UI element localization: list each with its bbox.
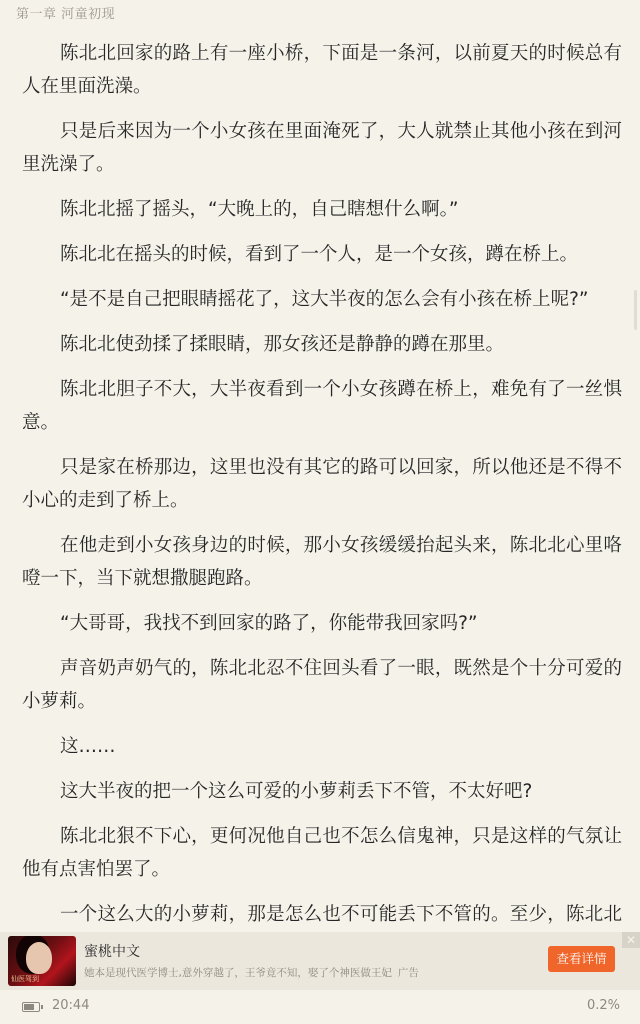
paragraph: 这大半夜的把一个这么可爱的小萝莉丢下不管，不太好吧? [60,781,533,802]
paragraph: 陈北北狠不下心，更何况他自己也不怎么信鬼神，只是这样的气氛让他有点害怕罢了。 [22,826,622,880]
ad-description-text: 她本是现代医学博士,意外穿越了，王爷竟不知，娶了个神医做王妃 [84,967,392,979]
ad-app-name[interactable]: 蜜桃中文 [84,944,140,960]
ad-thumbnail[interactable] [8,936,76,986]
paragraph: “大哥哥，我找不到回家的路了，你能带我回家吗?” [60,613,478,634]
battery-level [24,1004,34,1010]
paragraph: 一个这么大的小萝莉，那是怎么也不可能丢下不管的。至少，陈北北 [60,904,622,925]
ad-details-button[interactable]: 查看详情 [548,946,615,972]
paragraph: 陈北北在摇头的时候，看到了一个人，是一个女孩，蹲在桥上。 [60,244,579,265]
ad-banner[interactable] [0,932,640,990]
paragraph: 陈北北回家的路上有一座小桥，下面是一条河，以前夏天的时候总有人在里面洗澡。 [22,43,622,97]
paragraph: 这…… [60,736,116,757]
battery-nub [41,1005,43,1009]
status-bar [0,994,640,1024]
battery-icon [22,1002,40,1012]
paragraph: 在他走到小女孩身边的时候，那小女孩缓缓抬起头来，陈北北心里咯噔一下，当下就想撒腿跑路。 [22,535,622,589]
paragraph: 只是家在桥那边，这里也没有其它的路可以回家，所以他还是不得不小心的走到了桥上。 [22,457,622,511]
reading-progress: 0.2% [586,998,620,1013]
paragraph: 陈北北使劲揉了揉眼睛，那女孩还是静静的蹲在那里。 [60,334,505,355]
paragraph: 声音奶声奶气的，陈北北忍不住回头看了一眼，既然是个十分可爱的小萝莉。 [22,658,622,712]
paragraph: 陈北北胆子不大，大半夜看到一个小女孩蹲在桥上，难免有了一丝惧意。 [22,379,622,433]
ad-description [84,965,419,980]
ad-thumbnail-caption: 仙医驾到 [11,975,39,983]
paragraph: 只是后来因为一个小女孩在里面淹死了，大人就禁止其他小孩在到河里洗澡了。 [22,121,622,175]
ad-tag: 广告 [397,967,419,979]
ad-thumbnail-figure [26,942,52,974]
paragraph: “是不是自己把眼睛摇花了，这大半夜的怎么会有小孩在桥上呢?” [60,289,589,310]
chapter-title: 第一章 河童初现 [16,7,116,22]
close-icon[interactable]: ✕ [622,932,640,948]
reading-area[interactable] [22,37,622,930]
paragraph: 陈北北摇了摇头，“大晚上的，自己瞎想什么啊。” [60,199,459,220]
clock-time: 20:44 [52,998,90,1013]
scroll-indicator[interactable] [634,290,637,330]
